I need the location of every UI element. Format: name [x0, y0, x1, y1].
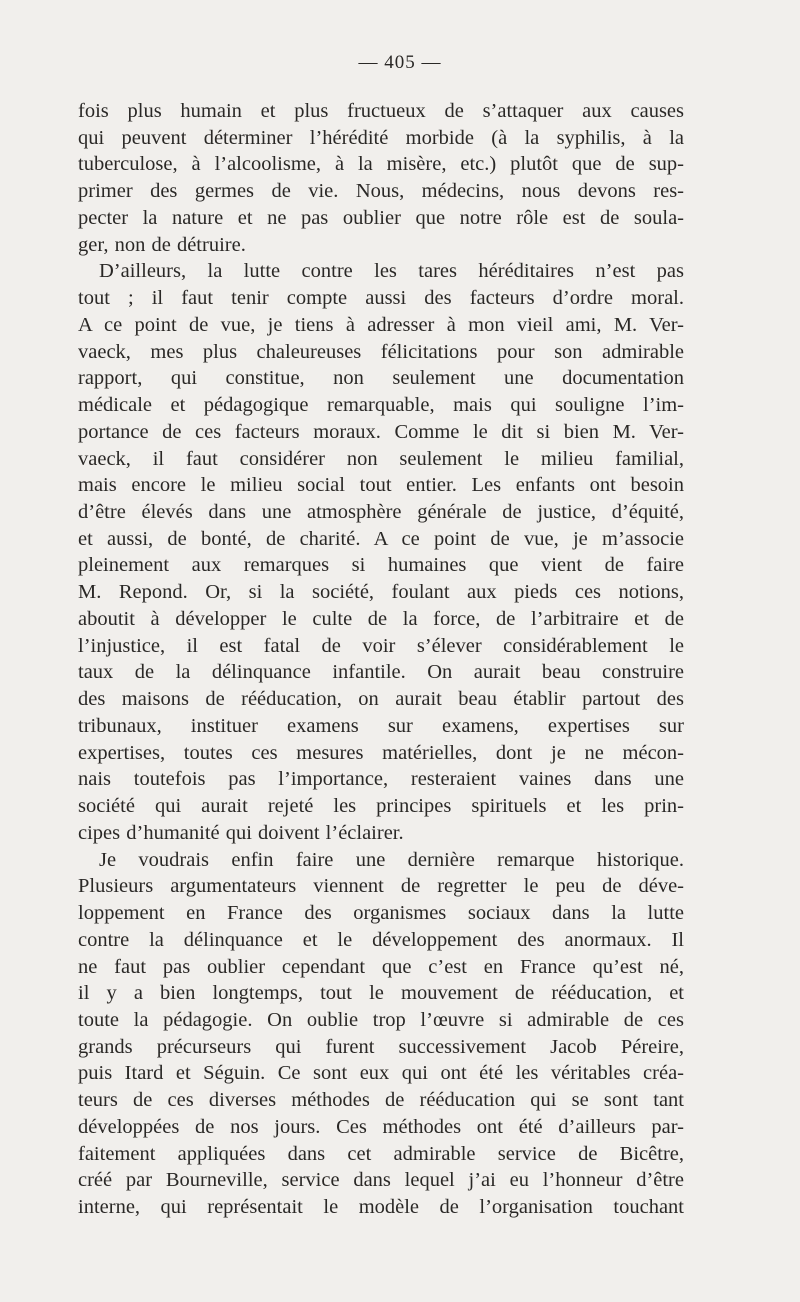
text-line: toute la pédagogie. On oublie trop l’œuvre si admirable de ces: [78, 1008, 684, 1031]
text-line: société qui aurait rejeté les principes spirituels et les prin-: [78, 795, 684, 818]
text-line: pecter la nature et ne pas oublier que notre rôle est de soula-: [78, 206, 684, 229]
text-line: fois plus humain et plus fructueux de s’attaquer aux causes: [78, 100, 684, 122]
text-line: il y a bien longtemps, tout le mouvement de rééducation, et: [78, 982, 684, 1005]
text-line: tribunaux, instituer examens sur examens, expertises sur: [78, 714, 684, 737]
text-line: portance de ces facteurs moraux. Comme le dit si bien M. Ver-: [78, 420, 684, 443]
text-line: puis Itard et Séguin. Ce sont eux qui ont été les véritables créa-: [78, 1062, 684, 1085]
text-line: M. Repond. Or, si la société, foulant aux pieds ces notions,: [78, 581, 684, 604]
text-line: mais encore le milieu social tout entier. Les enfants ont besoin: [78, 474, 684, 497]
text-line: d’être élevés dans une atmosphère générale de justice, d’équité,: [78, 501, 684, 524]
text-line: et aussi, de bonté, de charité. A ce point de vue, je m’associe: [78, 527, 684, 550]
paragraph-first-line: Je voudrais enfin faire une dernière remarque historique.: [99, 848, 684, 871]
text-line: créé par Bourneville, service dans lequel j’ai eu l’honneur d’être: [78, 1169, 684, 1192]
text-line: grands précurseurs qui furent successivement Jacob Péreire,: [78, 1035, 684, 1058]
text-line: l’injustice, il est fatal de voir s’élever considérablement le: [78, 634, 684, 657]
text-line: A ce point de vue, je tiens à adresser à mon vieil ami, M. Ver-: [78, 313, 684, 336]
text-line: primer des germes de vie. Nous, médecins, nous devons res-: [78, 180, 684, 203]
text-line: tout ; il faut tenir compte aussi des facteurs d’ordre moral.: [78, 287, 684, 310]
text-line: tuberculose, à l’alcoolisme, à la misère, etc.) plutôt que de sup-: [78, 153, 684, 176]
text-line: développées de nos jours. Ces méthodes ont été d’ailleurs par-: [78, 1115, 684, 1138]
text-line: contre la délinquance et le développement des anormaux. Il: [78, 928, 684, 951]
text-line: cipes d’humanité qui doivent l’éclairer.: [78, 821, 404, 844]
text-line: interne, qui représentait le modèle de l’organisation touchant: [78, 1196, 684, 1219]
text-line: aboutit à développer le culte de la force, de l’arbitraire et de: [78, 607, 684, 630]
text-line: ne faut pas oublier cependant que c’est en France qu’est né,: [78, 955, 684, 978]
text-line: nais toutefois pas l’importance, resteraient vaines dans une: [78, 768, 684, 791]
text-line: faitement appliquées dans cet admirable service de Bicêtre,: [78, 1142, 684, 1165]
text-line: des maisons de rééducation, on aurait beau établir partout des: [78, 688, 684, 711]
text-line: pleinement aux remarques si humaines que vient de faire: [78, 554, 684, 577]
text-line: vaeck, il faut considérer non seulement le milieu familial,: [78, 447, 684, 470]
page-number: — 405 —: [358, 52, 442, 73]
text-line: ger, non de détruire.: [78, 233, 246, 256]
text-line: médicale et pédagogique remarquable, mais qui souligne l’im-: [78, 394, 684, 417]
text-line: teurs de ces diverses méthodes de rééducation qui se sont tant: [78, 1089, 684, 1112]
paragraph-first-line: D’ailleurs, la lutte contre les tares héréditaires n’est pas: [99, 260, 684, 283]
text-line: qui peuvent déterminer l’hérédité morbide (à la syphilis, à la: [78, 126, 684, 149]
text-line: loppement en France des organismes sociaux dans la lutte: [78, 902, 684, 925]
text-line: expertises, toutes ces mesures matérielles, dont je ne mécon-: [78, 741, 684, 764]
text-line: rapport, qui constitue, non seulement une documentation: [78, 367, 684, 390]
text-line: taux de la délinquance infantile. On aurait beau construire: [78, 661, 684, 684]
text-line: Plusieurs argumentateurs viennent de regretter le peu de déve-: [78, 875, 684, 898]
body-text: [78, 98, 684, 1221]
text-line: vaeck, mes plus chaleureuses félicitations pour son admirable: [78, 340, 684, 363]
